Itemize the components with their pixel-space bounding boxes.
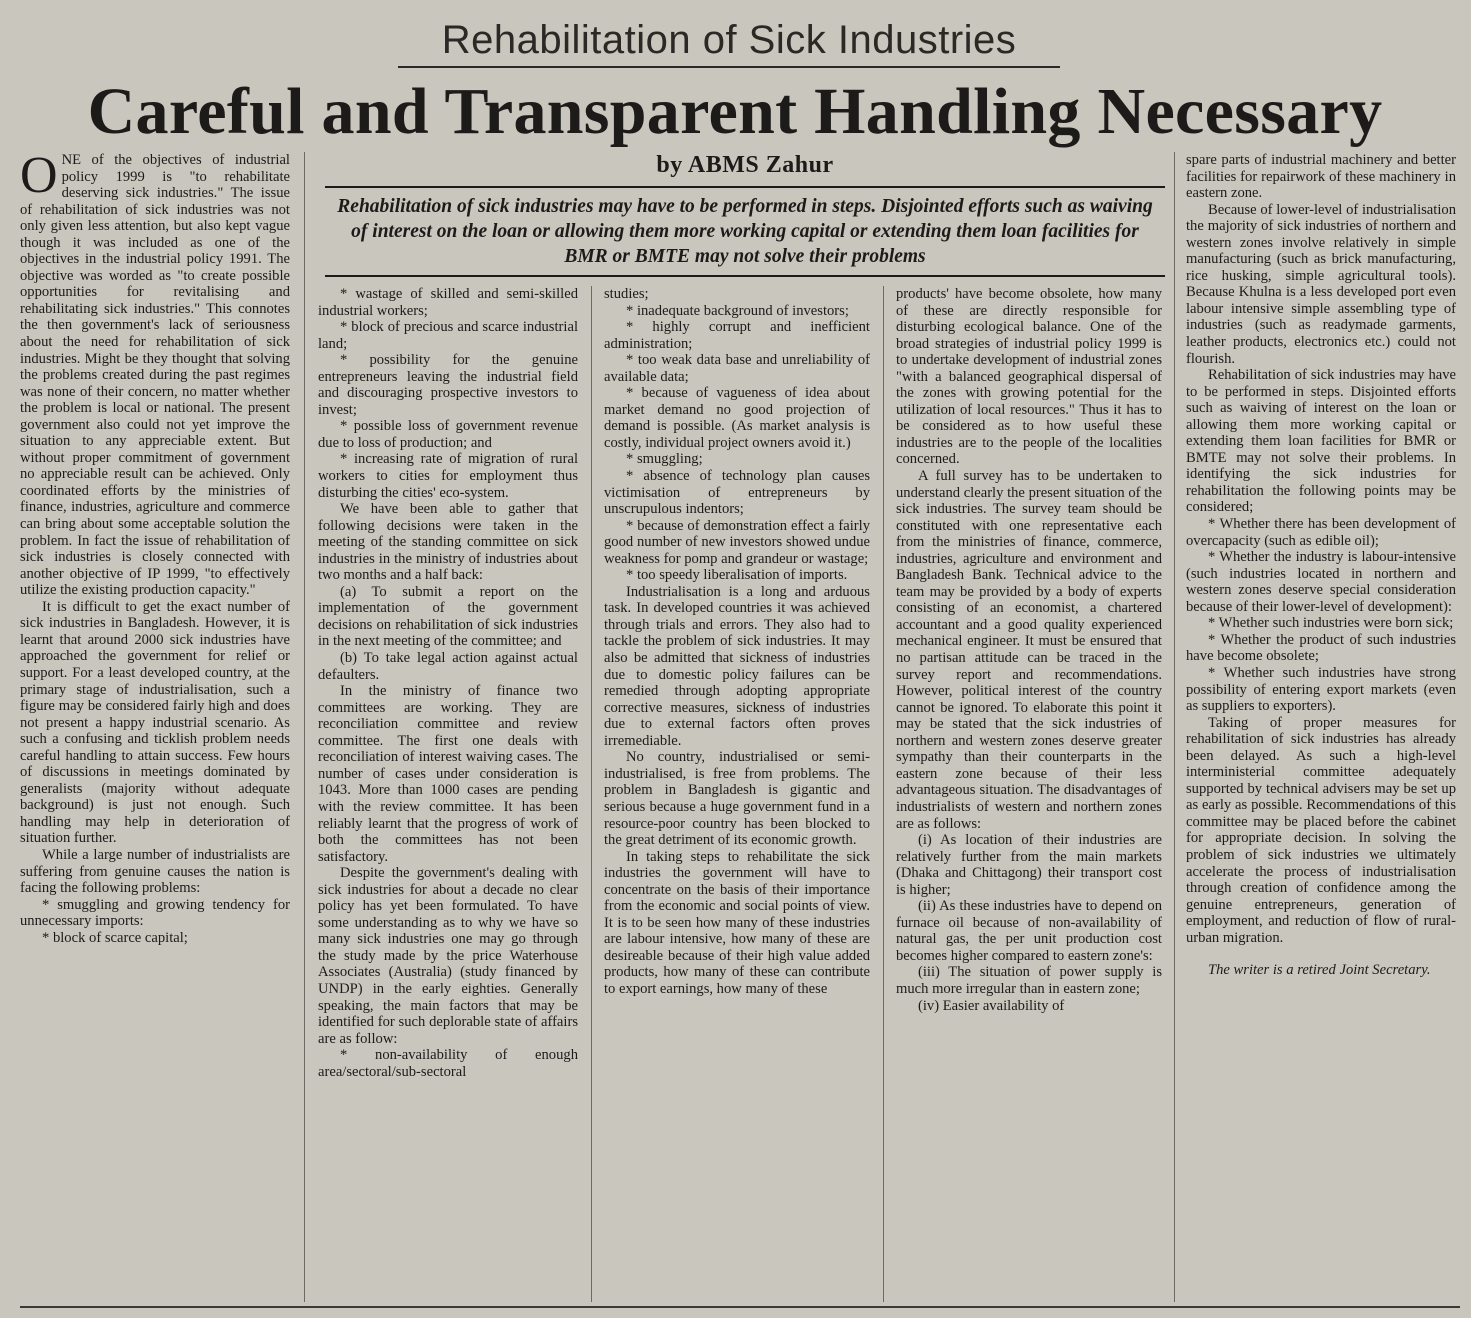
- bullet-item: * possibility for the genuine entrepreneurs leaving the industrial field and discouraging prospective investors to invest;: [318, 352, 578, 418]
- paragraph: spare parts of industrial machinery and better facilities for repairwork of these machinery in eastern zone.: [1186, 152, 1456, 202]
- paragraph: products' have become obsolete, how many of these are directly responsible for disturbing ecological balance. One of the broad strategies of industrial policy 1999 is to undertake development of industrial zones "with a balanced geographical dispersal of the zones with growing potential for the utilization of local resources." Thus it has to be considered as to how useful these industries are to the people of the localities concerned.: [896, 286, 1162, 468]
- bullet-item: * block of scarce capital;: [42, 929, 188, 946]
- paragraph: While a large number of industrialists are suffering from genuine causes the nation is facing the following problems:: [20, 846, 290, 897]
- bullet-item: * Whether such industries were born sick;: [1208, 615, 1454, 632]
- paragraph: Taking of proper measures for rehabilitation of sick industries has already been delayed. As such a high-level interministerial committee adequately supported by technical advisers may be set up as early as possible. Recommendations of this committee may be placed before the cabinet for appropriate decision. In solving the problem of sick industries we ultimately accelerate the process of industrialisation through creation of confidence among the genuine entrepreneurs, generation of employment, and reduction of flow of rural-urban migration.: [1186, 714, 1456, 946]
- paragraph: It is difficult to get the exact number of sick industries in Bangladesh. However, it is learnt that around 2000 sick industries have approached the government for relief or support. For a least developed country, at the primary stage of industrialisation, such a figure may be considered fairly high and does not present a happy industrial scenario. As such a confusing and ticklish problem needs careful handling to attain success. Few hours of discussions in meetings dominated by generalists (majority without adequate background) is just not enough. Such handling may help in deterioration of situation further.: [20, 598, 290, 847]
- column-rule: [883, 286, 884, 1302]
- article-deck: Rehabilitation of sick industries may have to be performed in steps. Disjointed efforts such as waiving of interest on the loan or allowing them more working capital or extending them loan facilities for BMR or BMTE may not solve their problems: [325, 186, 1165, 277]
- paragraph: No country, industrialised or semi-industrialised, is free from problems. The problem in Bangladesh is gigantic and serious because a huge government fund in a resource-poor country has been blocked to the great detriment of its economic growth.: [604, 749, 870, 849]
- article-headline: Careful and Transparent Handling Necessary: [87, 75, 1383, 148]
- drop-cap: O: [20, 152, 58, 204]
- article-column-3: [604, 286, 870, 1304]
- bullet-item: * wastage of skilled and semi-skilled industrial workers;: [318, 286, 578, 319]
- paragraph: (ii) As these industries have to depend on furnace oil because of non-availability of natural gas, the per unit production cost becomes higher compared to eastern zone's:: [896, 898, 1162, 964]
- bullet-item: * possible loss of government revenue due to loss of production; and: [318, 418, 578, 451]
- column-rule: [304, 152, 305, 1302]
- bullet-item: * inadequate background of investors;: [626, 302, 849, 319]
- paragraph: We have been able to gather that following decisions were taken in the meeting of the standing committee on sick industries in the ministry of industries about two months and a half back:: [318, 501, 578, 584]
- bullet-item: * because of demonstration effect a fairly good number of new investors showed undue weakness for pomp and grandeur or wastage;: [604, 517, 870, 567]
- article-column-4: [896, 286, 1162, 1304]
- article-kicker: Rehabilitation of Sick Industries: [398, 18, 1060, 68]
- column-rule: [591, 286, 592, 1302]
- paragraph: NE of the objectives of industrial policy 1999 is "to rehabilitate deserving sick industries." The issue of rehabilitation of sick industries was not only given less attention, but also kept vague though it was included as one of the objectives in the industrial policy 1991. The objective was worded as "to create possible opportunities for revitalising and rehabilitating sick industries." This connotes the then government's lack of seriousness about the need for rehabilitation of sick industries. Might be they thought that solving the problems created during the past regimes was none of their concern, no matter whether the problem is local or national. The present government also could not yet improve the situation to any appreciable extent. But without proper commitment of government no appreciable result can be achieved. Only coordinated efforts by the ministries of finance, industries, agriculture and commerce can bring about some acceptable solution the problem. In fact the issue of rehabilitation of sick industries is closely connected with another objective of IP 1999, "to effectively utilize the existing production capacity.": [20, 152, 290, 599]
- bullet-item: * smuggling;: [626, 451, 703, 468]
- article-column-1: [20, 152, 290, 1302]
- article-column-2: [318, 286, 578, 1304]
- paragraph: (iv) Easier availability of: [918, 997, 1065, 1014]
- bullet-item: * Whether there has been development of overcapacity (such as edible oil);: [1186, 516, 1456, 549]
- paragraph: Industrialisation is a long and arduous task. In developed countries it was achieved through trials and errors. They also had to tackle the problem of sick industries. It may also be admitted that sickness of industries due to domestic policy failures can be remedied through adopting appropriate corrective measures, sickness of industries due to external factors often proves irremediable.: [604, 583, 870, 749]
- paragraph: A full survey has to be undertaken to understand clearly the present situation of the sick industries. The survey team should be constituted with one representative each from the ministries of finance, commerce, industries, agriculture and environment and Bangladesh Bank. Technical advice to the team may be provided by a body of experts consisting of an economist, a chartered accountant and a good quality experienced mechanical engineer. It must be ensured that no partisan attitude can be traced in the survey report and recommendations. However, political interest of the country cannot be ignored. To elaborate this point it may be stated that the sick industries of northern and western zones deserve greater sympathy than their counterparts in the eastern zone because of their less advantageous situation. The disadvantages of industrialists of western and northern zones are as follows:: [896, 468, 1162, 832]
- bullet-item: * block of precious and scarce industrial land;: [318, 319, 578, 352]
- bullet-item: * increasing rate of migration of rural workers to cities for employment thus disturbing the cities' eco-system.: [318, 451, 578, 501]
- paragraph: Despite the government's dealing with sick industries for about a decade no clear policy has yet been formulated. To have some understanding as to why we have so many sick industries one may go through the study made by the price Waterhouse Associates (Australia) (study financed by UNDP) in the early eighties. Generally speaking, the main factors that may be identified for such deplorable state of affairs are as follow:: [318, 865, 578, 1047]
- paragraph: (b) To take legal action against actual defaulters.: [318, 650, 578, 683]
- paragraph: studies;: [604, 286, 649, 302]
- paragraph: In the ministry of finance two committees are working. They are reconciliation committee and review committee. The first one deals with reconciliation of interest waiving cases. The number of cases under consideration is 1043. More than 1000 cases are pending with the review committee. It has been reliably learnt that the progress of work of both the committees has not been satisfactory.: [318, 683, 578, 865]
- bottom-rule: [20, 1306, 1460, 1308]
- bullet-item: * Whether the industry is labour-intensive (such industries located in northern and western zones deserve special consideration because of their lower-level of development):: [1186, 549, 1456, 615]
- bullet-item: * Whether such industries have strong possibility of entering export markets (even as suppliers to exporters).: [1186, 664, 1456, 715]
- paragraph: Because of lower-level of industrialisation the majority of sick industries of northern and western zones involve relatively in simple manufacturing (such as brick manufacturing, rice husking, simple agricultural tools). Because Khulna is a less developed port even labour intensive simple assembling type of industries (such as readymade garments, leather products, electronics etc.) could not flourish.: [1186, 201, 1456, 367]
- column-rule: [1174, 152, 1175, 1302]
- bullet-item: * Whether the product of such industries have become obsolete;: [1186, 631, 1456, 665]
- article-byline: by ABMS Zahur: [656, 152, 834, 178]
- author-signoff: The writer is a retired Joint Secretary.: [1208, 962, 1431, 979]
- bullet-item: * too weak data base and unreliability of available data;: [604, 352, 870, 385]
- paragraph: (a) To submit a report on the implementation of the government decisions on rehabilitation of sick industries in the next meeting of the committee; and: [318, 583, 578, 650]
- paragraph: (iii) The situation of power supply is much more irregular than in eastern zone;: [896, 964, 1162, 997]
- bullet-item: * smuggling and growing tendency for unnecessary imports:: [20, 896, 290, 930]
- article-column-5: [1186, 152, 1456, 1302]
- bullet-item: * highly corrupt and inefficient administration;: [604, 319, 870, 352]
- paragraph: Rehabilitation of sick industries may have to be performed in steps. Disjointed efforts such as waiving of interest on the loan or allowing them more working capital or extending them loan facilities for BMR or BMTE may not solve their problems. In identifying the sick industries for rehabilitation the following points may be considered;: [1186, 367, 1456, 516]
- paragraph: In taking steps to rehabilitate the sick industries the government will have to concentrate on the basis of their importance from the economic and social points of view. It is to be seen how many of these industries are labour intensive, how many of these are desireable because of their high value added products, how many of these can contribute to export earnings, how many of these: [604, 848, 870, 997]
- paragraph: (i) As location of their industries are relatively further from the main markets (Dhaka and Chittagong) their transport cost is higher;: [896, 832, 1162, 898]
- bullet-item: * absence of technology plan causes victimisation of entrepreneurs by unscrupulous indentors;: [604, 468, 870, 518]
- bullet-item: * too speedy liberalisation of imports.: [626, 567, 848, 584]
- bullet-item: * non-availability of enough area/sectoral/sub-sectoral: [318, 1047, 578, 1080]
- bullet-item: * because of vagueness of idea about market demand no good projection of demand is possible. (As market analysis is costly, individual project owners avoid it.): [604, 385, 870, 451]
